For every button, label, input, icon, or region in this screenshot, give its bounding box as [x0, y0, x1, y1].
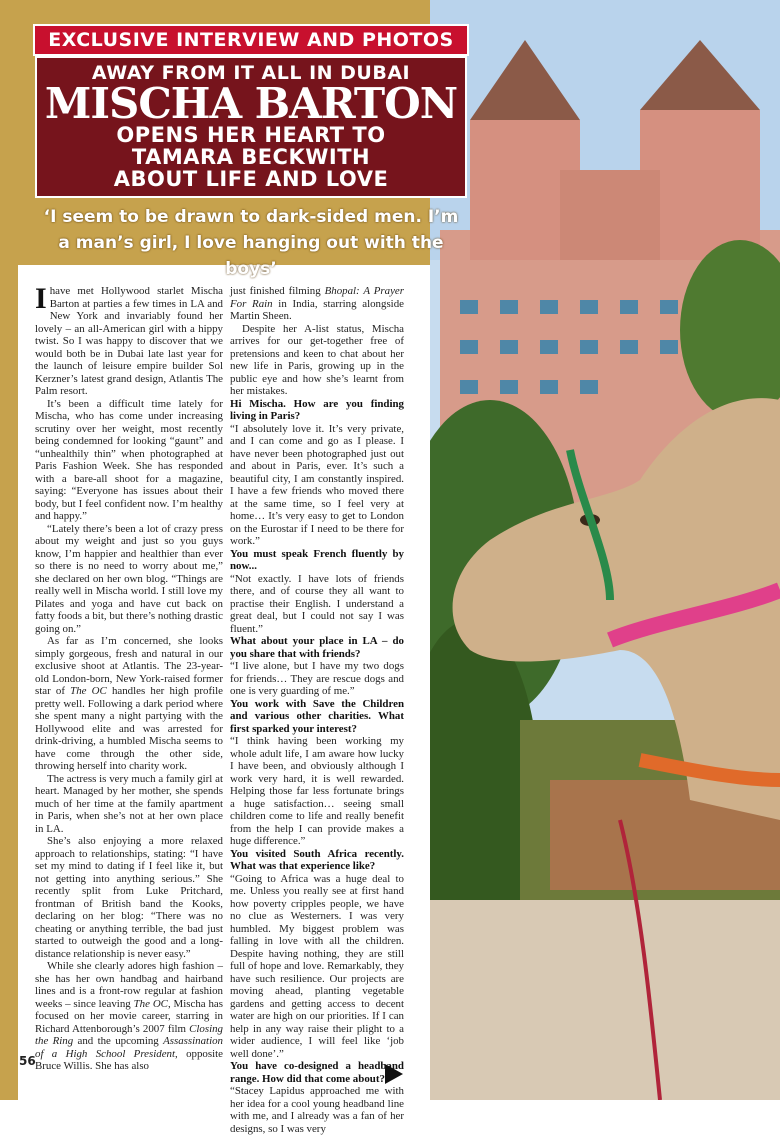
interview-question: You must speak French fluently by now... [230, 547, 404, 572]
atlantis-camel-photo [430, 0, 780, 1100]
pull-quote: ‘I seem to be drawn to dark-sided men. I’m a man’s girl, I love hanging out with the boys’ [43, 207, 459, 279]
paragraph: Ihave met Hollywood starlet Mischa Barton at parties a few times in LA and New York and invariably found her lovely – an all-American girl with a hippy twist. So I was happy to discover that we would both be in Dubai late last year for the launch of leisure empire builder Sol Kerzner’s latest grand design, Atlantis The Palm resort. [35, 282, 223, 397]
interview-question: You have co-designed a headband range. How did that come about? [230, 1060, 404, 1085]
paragraph: Despite her A-list status, Mischa arrives for our get-together free of pretensions and keen to chat about her new life in Paris, growing up in the public eye and how she’s learnt from her mistakes. [230, 322, 404, 397]
kicker-banner: EXCLUSIVE INTERVIEW AND PHOTOS [35, 26, 467, 54]
interview-question: You work with Save the Children and various other charities. What first sparked your interest? [230, 697, 404, 735]
interview-answer: “I think having been working my whole adult life, I am aware how lucky I have been, and obviously although I work very hard, it is well rewarded. Helping those far less fortunate brings a huge satisfaction… seeing small children come to life and really benefit from the help I can provide makes a huge difference.” [230, 735, 404, 847]
paragraph: As far as I’m concerned, she looks simply gorgeous, fresh and natural in our exclusive shoot at Atlantis. The 23-year-old London-born, New York-raised former star of The OC handles her high profile pretty well. Following a dark period where she spent many a night partying with the Hollywood elite and was arrested for drink-driving, a humbled Mischa seems to have come through the other side, throwing herself into charity work. [35, 635, 224, 772]
headline-line-5: ABOUT LIFE AND LOVE [113, 167, 389, 191]
interview-question: Hi Mischa. How are you finding living in Paris? [230, 397, 404, 422]
article-column-1 [35, 282, 224, 1073]
paragraph: The actress is very much a family girl at heart. Managed by her mother, she spends much of her time at the family apartment in Paris, when she’s not at her own place in LA. [35, 772, 223, 835]
interview-question: What about your place in LA – do you share that with friends? [230, 635, 404, 660]
article-column-2 [230, 285, 404, 1135]
headline-box [35, 56, 467, 198]
paragraph: “Lately there’s been a lot of crazy press about my weight and just so you guys know, I’m happier and healthier than ever so there is no need to worry about me,” she declared on her own blog. “Things are really well in Mischa world. I still love my Pilates and yoga and have cut back on fatty foods a bit, but there’s nothing drastic going on.” [35, 522, 223, 635]
headline-name: MISCHA BARTON [44, 79, 458, 128]
interview-answer: “I absolutely love it. It’s very private, and I can come and go as I please. I have never been photographed just out and about in Paris, ever. It’s such a beautiful city, I am constantly inspired. I have a few friends who moved there at the same time, so I feel very at home… It’s very easy to get to London on the Eurostar if I need to be there for work.” [230, 422, 404, 547]
headline-line-3: OPENS HER HEART TO [116, 123, 386, 147]
page-number: 56 [19, 1054, 36, 1068]
paragraph: It’s been a difficult time lately for Mischa, who has come under increasing scrutiny over her weight, most recently being condemned for looking “gaunt” and “unhealthily thin” when photographed at Paris Fashion Week. She has responded with a bare-all shoot for a magazine, saying: “Everyone has issues about their body, but I feel confident now. I’m healthy and happy.” [35, 397, 223, 522]
interview-question: You visited South Africa recently. What was that experience like? [230, 847, 404, 872]
interview-answer: “Stacey Lapidus approached me with her idea for a cool young headband line with me, and I already was a fan of her designs, so I was very [230, 1085, 404, 1135]
drop-cap: I [35, 282, 47, 315]
interview-answer: “I live alone, but I have my two dogs for friends… They are rescue dogs and one is very guarding of me.” [230, 660, 404, 697]
interview-answer: “Not exactly. I have lots of friends there, and of course they all want to practise their English. I understand a great deal, but I could not say I was fluent.” [230, 572, 404, 635]
paragraph: just finished filming Bhopal: A Prayer For Rain in India, starring alongside Martin Sheen. [230, 285, 404, 322]
right-arrow-icon [385, 1064, 403, 1084]
interview-answer: “Going to Africa was a huge deal to me. Unless you really see at first hand how poverty cripples people, we have no clue as Westerners. I was very humbled. My biggest problem was falling in love with all the children. Despite having nothing, they are still full of hope and love. Remarkably, they have such resilience. Our projects are moving ahead, planting vegetable gardens and getting access to decent water are high on our priorities. If I can help in any way raise their plight to a wider audience, I will feel like ‘job well done’.” [230, 872, 404, 1060]
headline-line-1: AWAY FROM IT ALL IN DUBAI [91, 62, 411, 84]
headline-line-4: TAMARA BECKWITH [131, 145, 371, 169]
paragraph: While she clearly adores high fashion – she has her own handbag and hairband lines and is a front-row regular at fashion weeks – since leaving The OC, Mischa has focused on her movie career, starring in Richard Attenborough’s 2007 film Closing the Ring and the upcoming Assassination of a High School President, opposite Bruce Willis. She has also [35, 960, 224, 1072]
paragraph: She’s also enjoying a more relaxed approach to relationships, stating: “I have set my mind to dating if I feel like it, but not getting into anything serious.” She recently split from Luke Pritchard, frontman of British band the Kooks, declaring on her blog: “There was no cheating or anything terrible, the bad just started to outweigh the good and a long-distance relationship is never easy.” [35, 835, 223, 960]
